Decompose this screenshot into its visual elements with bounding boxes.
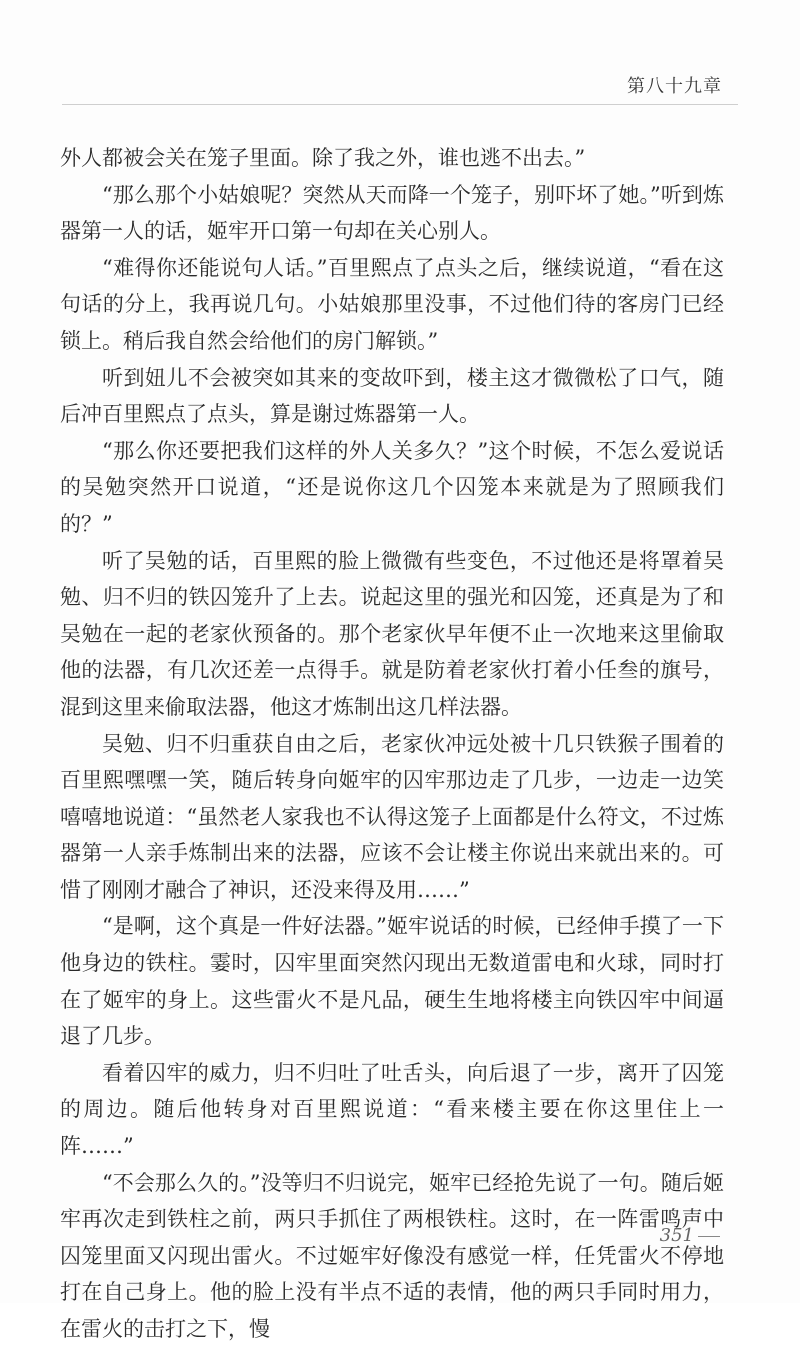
paragraph: 听了吴勉的话，百里熙的脸上微微有些变色，不过他还是将罩着吴勉、归不归的铁囚笼升了上去。说起这里的强光和囚笼，还真是为了和吴勉在一起的老家伙预备的。那个老家伙早年便不止一次地来这里偷取他的法器，有几次还差一点得手。就是防着老家伙打着小任叁的旗号，混到这里来偷取法器，他这才炼制出这几样法器。 xyxy=(60,548,724,719)
paragraph: “难得你还能说句人话。”百里熙点了点头之后，继续说道，“看在这句话的分上，我再说几句。小姑娘那里没事，不过他们待的客房门已经锁上。稍后我自然会给他们的房门解锁。” xyxy=(60,255,724,353)
paragraph: 外人都被会关在笼子里面。除了我之外，谁也逃不出去。” xyxy=(60,146,586,170)
paragraph: 听到妞儿不会被突如其来的变故吓到，楼主这才微微松了口气，随后冲百里熙点了点头，算是谢过炼器第一人。 xyxy=(60,365,724,427)
page-number: 351 xyxy=(659,1225,694,1246)
chapter-heading: 第八十九章 xyxy=(627,76,722,97)
page-number-footer xyxy=(660,1225,720,1246)
paragraph: “是啊，这个真是一件好法器。”姬牢说话的时候，已经伸手摸了一下他身边的铁柱。霎时，囚牢里面突然闪现出无数道雷电和火球，同时打在了姬牢的身上。这些雷火不是凡品，硬生生地将楼主向铁囚牢中间逼退了几步。 xyxy=(60,914,724,1049)
paragraph: 看着囚牢的威力，归不归吐了吐舌头，向后退了一步，离开了囚笼的周边。随后他转身对百里熙说道：“看来楼主要在你这里住上一阵……” xyxy=(60,1060,724,1159)
body-text xyxy=(60,140,724,1348)
header-rule xyxy=(62,104,738,105)
folio-dash xyxy=(698,1236,720,1237)
paragraph: 吴勉、归不归重获自由之后，老家伙冲远处被十几只铁猴子围着的百里熙嘿嘿一笑，随后转身向姬牢的囚牢那边走了几步，一边走一边笑嘻嘻地说道：“虽然老人家我也不认得这笼子上面都是什么符文，不过炼器第一人亲手炼制出来的法器，应该不会让楼主你说出来就出来的。可惜了刚刚才融合了神识，还没来得及用……” xyxy=(60,731,724,902)
paragraph: “那么那个小姑娘呢？突然从天而降一个笼子，别吓坏了她。”听到炼器第一人的话，姬牢开口第一句却在关心别人。 xyxy=(60,182,724,244)
paragraph: “那么你还要把我们这样的外人关多久？”这个时候，不怎么爱说话的吴勉突然开口说道，“还是说你这几个囚笼本来就是为了照顾我们的？” xyxy=(60,438,724,536)
paragraph: “不会那么久的。”没等归不归说完，姬牢已经抢先说了一句。随后姬牢再次走到铁柱之前，两只手抓住了两根铁柱。这时，在一阵雷鸣声中囚笼里面又闪现出雷火。不过姬牢好像没有感觉一样，任凭雷火不停地打在自己身上。他的脸上没有半点不适的表情，他的两只手同时用力，在雷火的击打之下，慢 xyxy=(60,1170,724,1341)
